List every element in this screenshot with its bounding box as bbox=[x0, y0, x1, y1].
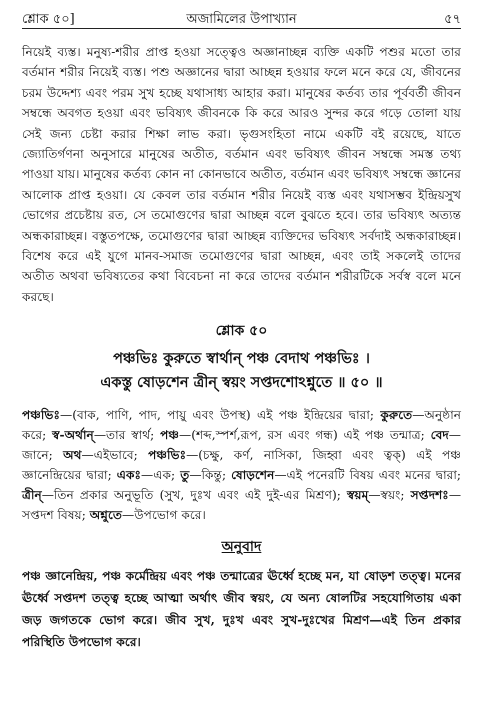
synonym-meaning: —কিন্তু; bbox=[189, 468, 232, 483]
synonym-meaning: —এক; bbox=[141, 468, 181, 483]
translation-paragraph: পঞ্চ জ্ঞানেন্দ্রিয়, পঞ্চ কর্মেন্দ্রিয় এবং পঞ্চ তন্মাত্রের ঊর্ধ্বে হচ্ছে মন, যা ষোড়শ তত্ত্ব। মনের ঊর্ধ্বে সপ্তদশ তত্ত্ব হচ্ছে আত্মা অর্থাৎ জীব স্বয়ং, যে অন্য ষোলটির সহযোগিতায় একা জড় জগতকে ভোগ করে। জীব সুখ, দুঃখ এবং সুখ-দুঃখের মিশ্রণ—এই তিন প্রকার পরিস্থিতি উপভোগ করে। bbox=[22, 569, 461, 650]
synonym-word: স্বয়ম্ bbox=[346, 488, 369, 503]
page-number: ৫৭ bbox=[444, 12, 461, 27]
header-rule bbox=[22, 28, 461, 29]
synonym-meaning: —জানে; bbox=[22, 428, 461, 463]
synonym-meaning: —(চক্ষু, কর্ণ, নাসিকা, জিহ্বা এবং ত্বক্) এই পঞ্চ জ্ঞানেন্দ্রিয়ের দ্বারা; bbox=[22, 448, 461, 483]
verse-title: শ্লোক ৫০ bbox=[215, 323, 268, 340]
synonym-word: তু bbox=[180, 468, 190, 483]
verse-line-2: একস্তু ষোড়শেন ত্রীন্ স্বয়ং সপ্তদশোঽশ্নুতে ॥ ৫০ ॥ bbox=[100, 374, 383, 392]
synonym-word: ষোড়শেন bbox=[231, 468, 275, 483]
synonym-word: ত্রীন্ bbox=[22, 488, 42, 503]
chapter-title: অজামিলের উপাখ্যান bbox=[186, 12, 297, 27]
synonym-meaning: —(শব্দ,স্পর্শ,রূপ, রস এবং গন্ধ) এই পঞ্চ তন্মাত্র; bbox=[179, 428, 431, 443]
synonym-word: পঞ্চভিঃ bbox=[22, 408, 60, 423]
page-header bbox=[22, 8, 461, 30]
synonym-meaning: —এইভাবে; bbox=[81, 448, 149, 463]
synonym-meaning: —তার স্বার্থ; bbox=[93, 428, 161, 443]
synonym-word: পঞ্চ bbox=[160, 428, 180, 443]
synonym-word: সপ্তদশঃ bbox=[410, 488, 449, 503]
synonym-meaning: —স্বয়ং; bbox=[368, 488, 411, 503]
synonym-word: স্ব-অর্থান্ bbox=[52, 428, 94, 443]
verse-line-1: পঞ্চভিঃ কুরুতে স্বার্থান্ পঞ্চ বেদাথ পঞ্চভিঃ । bbox=[113, 350, 370, 368]
purport-paragraph: নিয়েই ব্যস্ত। মনুষ্য-শরীর প্রাপ্ত হওয়া সত্ত্বেও অজ্ঞানাচ্ছন্ন ব্যক্তি একটি পশুর মতো তার বর্তমান শরীর নিয়েই ব্যস্ত। পশু অজ্ঞানের দ্বারা আচ্ছন্ন হওয়ার ফলে মনে করে যে, জীবনের চরম উদ্দেশ্য এবং পরম সুখ হচ্ছে যথাসাধ্য আহার করা। মানুষের কর্তব্য তার পূর্ববর্তী জীবন সম্বন্ধে অবগত হওয়া এবং ভবিষ্যৎ জীবনকে কি করে আরও সুন্দর করে গড়ে তোলা যায় সেই জন্য চেষ্টা করার শিক্ষা লাভ করা। ভৃগুসংহিতা নামে একটি বই রয়েছে, যাতে জ্যোতির্গণনা অনুসারে মানুষের অতীত, বর্তমান এবং ভবিষ্যৎ জীবন সম্বন্ধে সমস্ত তথ্য পাওয়া যায়। মানুষের কর্তব্য কোন না কোনভাবে অতীত, বর্তমান এবং ভবিষ্যৎ সম্বন্ধে জ্ঞানের আলোক প্রাপ্ত হওয়া। যে কেবল তার বর্তমান শরীর নিয়েই ব্যস্ত এবং যথাসম্ভব ইন্দ্রিয়সুখ ভোগের প্রচেষ্টায় রত, সে তমোগুণের দ্বারা আচ্ছন্ন বলে বুঝতে হবে। তার ভবিষ্যৎ অত্যন্ত অন্ধকারাচ্ছন্ন। বস্তুতপক্ষে, তমোগুণের দ্বারা আচ্ছন্ন ব্যক্তিদের ভবিষ্যৎ সর্বদাই অন্ধকারাচ্ছন্ন। বিশেষ করে এই যুগে মানব-সমাজ তমোগুণের দ্বারা আচ্ছন্ন, এবং তাই সকলেই তাদের অতীত অথবা ভবিষ্যতের কথা বিবেচনা না করে তাদের বর্তমান শরীরটিকে সর্বস্ব বলে মনে করছে। bbox=[22, 45, 461, 304]
synonym-meaning: —এই পনেরটি বিষয় এবং মনের দ্বারা; bbox=[274, 468, 461, 483]
synonym-meaning: —তিন প্রকার অনুভূতি (সুখ, দুঃখ এবং এই দুই-এর মিশ্রণ); bbox=[41, 488, 347, 503]
synonym-word: একঃ bbox=[116, 468, 142, 483]
synonym-meaning: —অনুষ্ঠান করে; bbox=[22, 408, 461, 443]
synonym-word: কুরুতে bbox=[380, 408, 413, 423]
synonym-word: বেদ bbox=[430, 428, 449, 443]
synonym-meaning: —(বাক, পাণি, পাদ, পায়ু এবং উপস্থ) এই পঞ্চ ইন্দ্রিয়ের দ্বারা; bbox=[60, 408, 381, 423]
synonyms-paragraph bbox=[22, 405, 461, 525]
synonym-meaning: —সপ্তদশ বিষয়; bbox=[22, 488, 461, 523]
synonym-word: পঞ্চভিঃ bbox=[148, 448, 187, 463]
synonym-word: অশ্নুতে bbox=[89, 508, 122, 523]
synonym-meaning: —উপভোগ করে। bbox=[122, 508, 206, 523]
synonym-word: অথ bbox=[63, 448, 82, 463]
translation-title: অনুবাদ bbox=[221, 539, 262, 556]
verse-reference: শ্লোক ৫০] bbox=[22, 12, 75, 27]
